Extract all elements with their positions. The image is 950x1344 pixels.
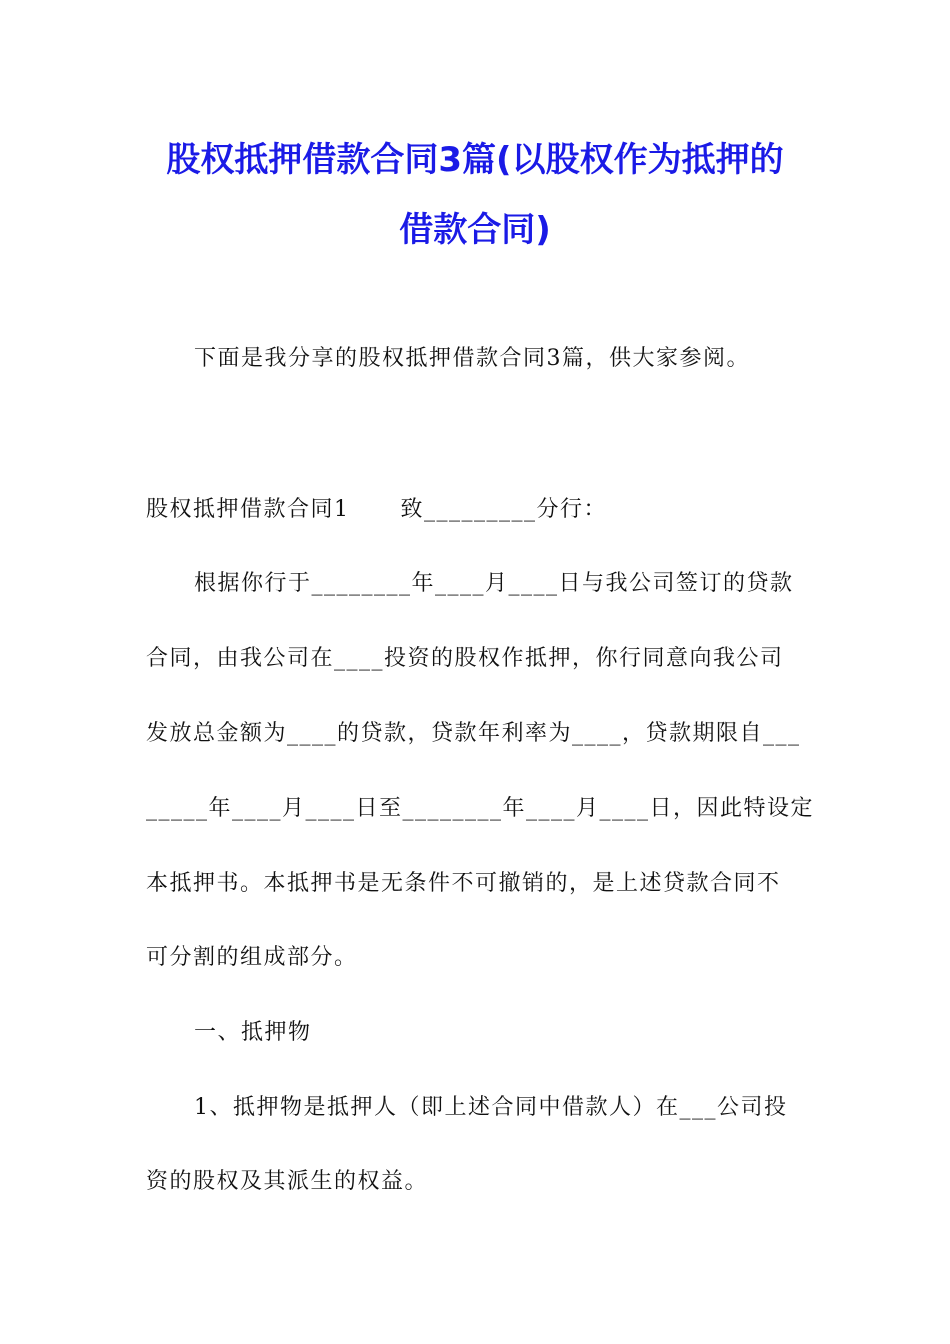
paragraph-line: 发放总金额为____的贷款，贷款年利率为____，贷款期限自___ [146, 721, 801, 746]
paragraph-line: 本抵押书。本抵押书是无条件不可撤销的，是上述贷款合同不 [146, 871, 781, 896]
item-line: 1、抵押物是抵押人（即上述合同中借款人）在___公司投 [194, 1095, 788, 1120]
paragraph-line: _____年____月____日至________年____月____日，因此特设定 [146, 796, 815, 821]
section-heading: 一、抵押物 [194, 1020, 312, 1045]
document-title-line-1: 股权抵押借款合同3篇(以股权作为抵押的 [166, 140, 784, 180]
paragraph-line: 可分割的组成部分。 [146, 945, 358, 970]
item-line: 资的股权及其派生的权益。 [146, 1169, 429, 1194]
document-title-line-2: 借款合同) [399, 210, 551, 250]
intro-paragraph: 下面是我分享的股权抵押借款合同3篇，供大家参阅。 [194, 346, 750, 371]
contract-heading: 股权抵押借款合同1 致_________分行： [146, 497, 607, 522]
paragraph-line: 合同，由我公司在____投资的股权作抵押，你行同意向我公司 [146, 646, 784, 671]
paragraph-line: 根据你行于________年____月____日与我公司签订的贷款 [194, 571, 794, 596]
